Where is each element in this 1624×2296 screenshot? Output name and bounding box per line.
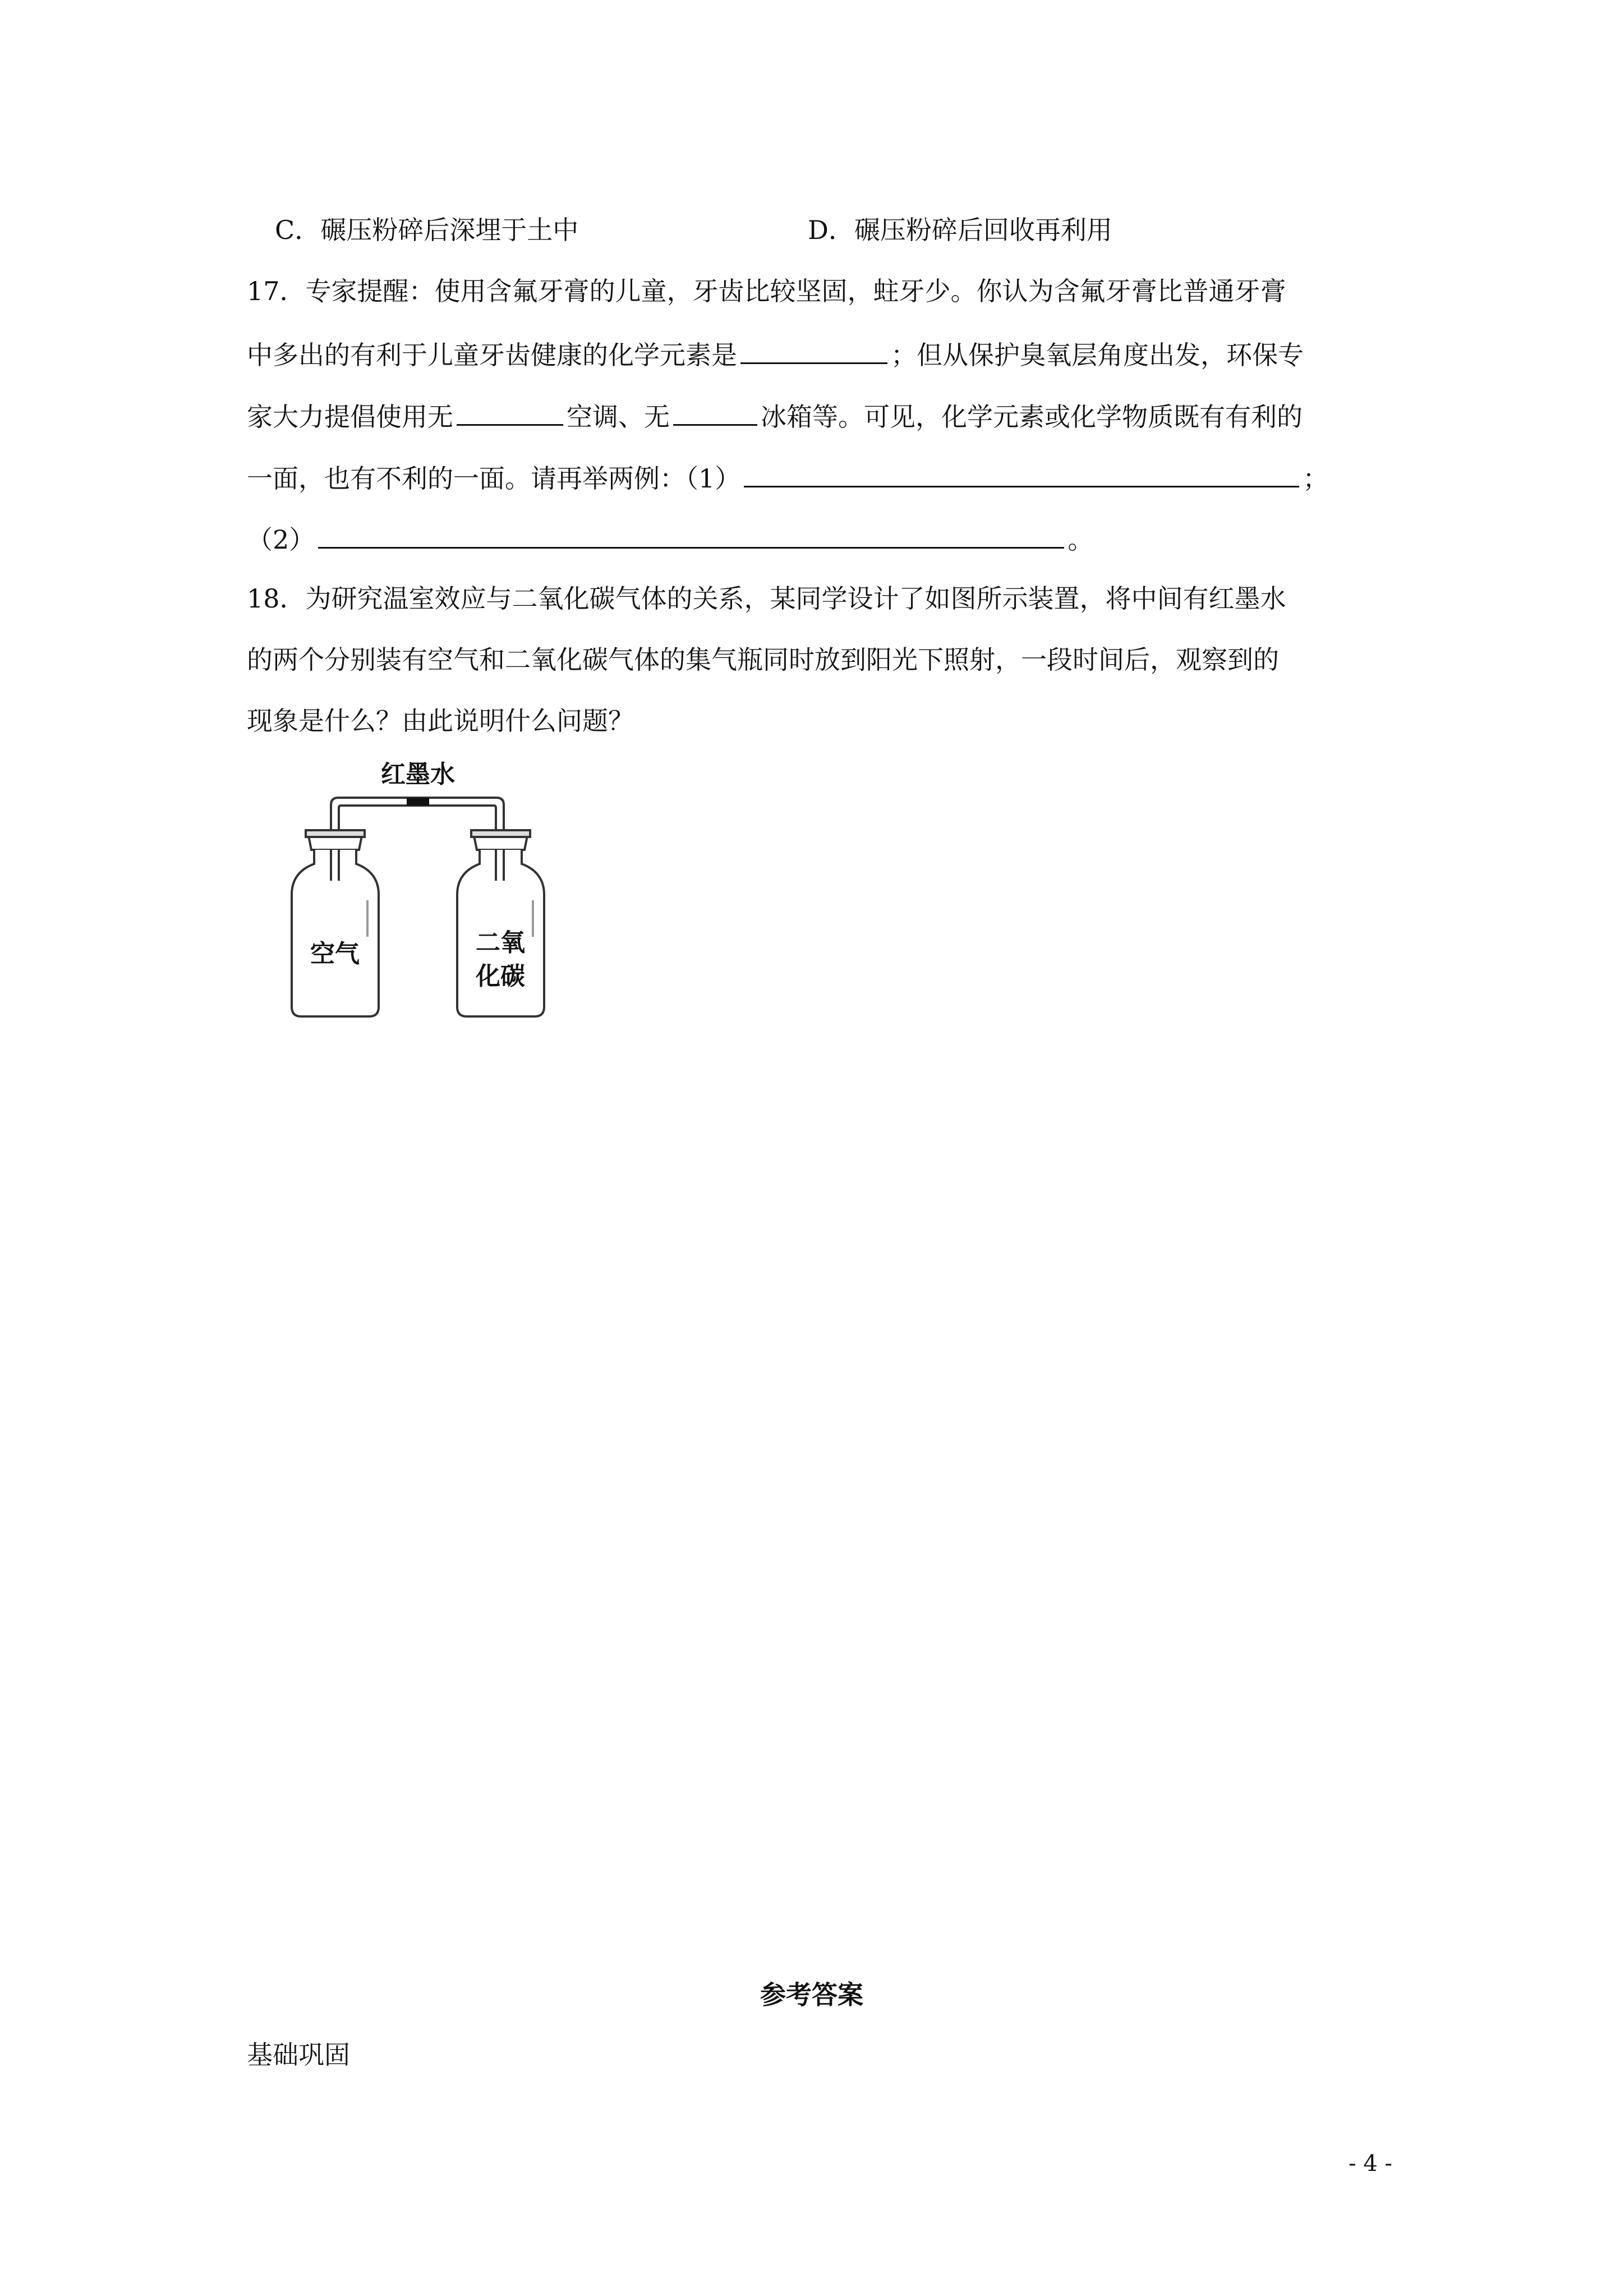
q18-line-2: 的两个分别装有空气和二氧化碳气体的集气瓶同时放到阳光下照射，一段时间后，观察到的 bbox=[247, 645, 1279, 675]
q17-line-1: 17．专家提醒：使用含氟牙膏的儿童，牙齿比较坚固，蛀牙少。你认为含氟牙膏比普通牙膏 bbox=[247, 276, 1286, 306]
answer-blank bbox=[457, 402, 563, 426]
q17-line-5: （2） 。 bbox=[247, 524, 1094, 555]
option-c: C．碾压粉碎后深埋于土中 bbox=[275, 215, 579, 245]
co2-label-line-1: 二氧 bbox=[476, 928, 525, 957]
answers-section-title: 基础巩固 bbox=[247, 2040, 350, 2070]
option-d: D．碾压粉碎后回收再利用 bbox=[808, 215, 1112, 245]
red-ink-drop bbox=[407, 798, 429, 806]
apparatus-diagram bbox=[280, 752, 572, 1027]
red-ink-label: 红墨水 bbox=[381, 760, 455, 789]
page-number: - 4 - bbox=[1349, 2151, 1392, 2177]
answer-blank bbox=[318, 524, 1064, 549]
q17-line-2: 中多出的有利于儿童牙齿健康的化学元素是 ；但从保护臭氧层角度出发，环保专 bbox=[247, 340, 1304, 370]
air-label: 空气 bbox=[310, 940, 360, 968]
q18-line-1: 18．为研究温室效应与二氧化碳气体的关系，某同学设计了如图所示装置，将中间有红墨水 bbox=[247, 583, 1286, 614]
q17-line-4: 一面，也有不利的一面。请再举两例：（1） ； bbox=[247, 463, 1329, 494]
q17-line-3: 家大力提倡使用无 空调、无 冰箱等。可见，化学元素或化学物质既有有利的 bbox=[247, 402, 1303, 432]
answer-blank bbox=[740, 340, 887, 364]
q18-line-3: 现象是什么？由此说明什么问题？ bbox=[247, 706, 634, 736]
answer-blank bbox=[744, 463, 1299, 487]
co2-label-line-2: 化碳 bbox=[476, 962, 525, 991]
answer-blank bbox=[673, 402, 757, 426]
answers-heading: 参考答案 bbox=[760, 1980, 863, 2010]
